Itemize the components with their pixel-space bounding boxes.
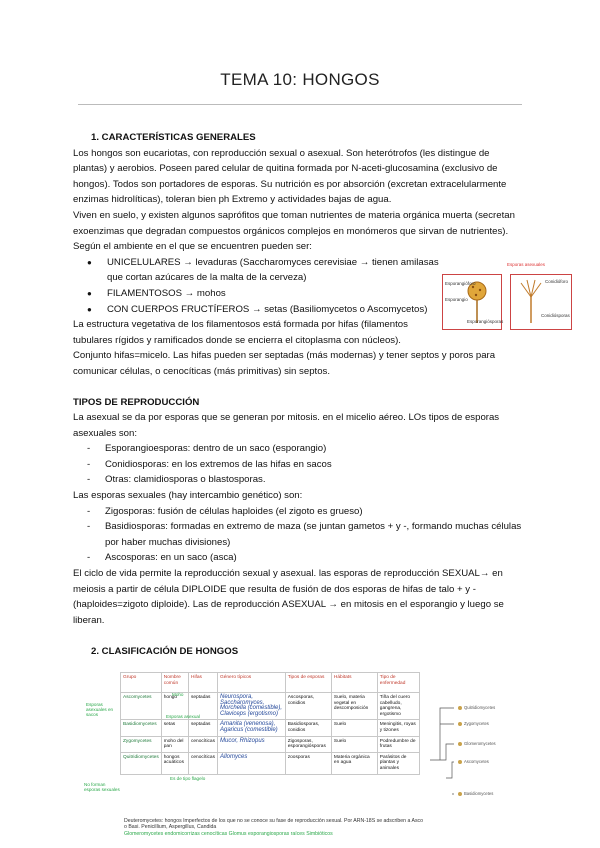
conidia-panel: Conidióforo Conidiósporas — [510, 274, 572, 330]
paragraph: Conjunto hifas=micelo. Las hifas pueden ser septadas (más modernas) y tener septos y poros para comunicar células, o cenocíticas (más primitivas) sin septos. — [73, 350, 496, 377]
section-characteristics — [73, 130, 523, 380]
table-cell: Podredumbre de frutas — [377, 736, 419, 752]
table-cell: Ascosporas, conidios — [285, 693, 331, 720]
table-cell: moho del pan — [161, 736, 188, 752]
table-cell: cenocíticas — [188, 736, 217, 752]
list-item: - Conidiosporas: en los extremos de las hifas en sacos — [87, 457, 523, 473]
document-body — [73, 130, 523, 628]
column-header: Grupo — [121, 673, 162, 693]
table-cell: Neurospora, Saccharomyces, Morchella (comestible), Claviceps (ergotismo) — [217, 693, 285, 720]
bullet-list — [87, 255, 457, 317]
paragraph: La asexual se da por esporas que se generan por mitosis. en el micelio aéreo. LOs tipos de esporas asexuales son: — [73, 412, 500, 439]
table-cell: Meningitis, royas y tizones — [377, 720, 419, 736]
column-header: Tipos de esporas — [285, 673, 331, 693]
note-text: Deuteromycetes: hongos Imperfectos de los que no se conoce su fase de reproducción sexual. Por ARN-18S se adscriben a Asco o Basi. Penicillium, Aspergillus, Candida — [124, 818, 424, 831]
table-cell: Basidiomycetes — [121, 720, 162, 736]
table-cell: setas — [161, 720, 188, 736]
table-row — [121, 752, 420, 774]
section-heading: TIPOS DE REPRODUCCIÓN — [73, 396, 200, 408]
table-cell: Basidiosporas, conidios — [285, 720, 331, 736]
list-item: ● UNICELULARES → levaduras (Saccharomyces cerevisiae → tienen amilasas que cortan azúcares de la malta de la cerveza) — [87, 255, 457, 286]
paragraph: Las esporas sexuales (hay intercambio genético) son: — [73, 490, 303, 502]
list-item: ● CON CUERPOS FRUCTÍFEROS → setas (Basiliomycetos o Ascomycetos) — [87, 302, 457, 318]
list-item: ● FILAMENTOSOS → mohos — [87, 286, 457, 302]
note: No forman esporas sexuales — [84, 782, 120, 792]
table-cell: Tiña del cuero cabelludo, gangrena, ergotismo — [377, 693, 419, 720]
list-item: - Otras: clamidiosporas o blastosporas. — [87, 472, 523, 488]
table-cell: Suelo, materia vegetal en descomposición — [331, 693, 377, 720]
paragraph: Viven en suelo, y existen algunos saprófitos que toman nutrientes de materia orgánica muerta (secretan exoenzimas que degradan compuestos orgánicos complejos en monómeros que sirvan de nutrientes). Según el ambiente en el que se encuentren pueden ser: — [73, 209, 515, 253]
table-header-row — [121, 673, 420, 693]
note: Es de tipo flagelo — [170, 776, 206, 781]
deuteromycetes-note — [124, 818, 424, 837]
note: Moho — [172, 692, 184, 697]
table-cell: Zygomycetes — [121, 736, 162, 752]
column-header: Hifas — [188, 673, 217, 693]
column-header: Nombre común — [161, 673, 188, 693]
list-item: - Ascosporas: en un saco (asca) — [87, 550, 523, 566]
paragraph: El ciclo de vida permite la reproducción sexual y asexual. las esporas de reproducción SEXUAL→ en meiosis a partir de célula DIPLOIDE que resulta de fusión de dos esporas de hifas de talo + y - (haploides=zigoto diploide). Las de reproducción ASEXUAL → en mitosis en el esporangio y luego se liberan. — [73, 568, 504, 626]
column-header: Hábitats — [331, 673, 377, 693]
title-divider — [78, 104, 522, 105]
table-cell: Materia orgánica en agua — [331, 752, 377, 774]
table-cell: Quitridiomycetes — [121, 752, 162, 774]
column-header: Tipo de enfermedad — [377, 673, 419, 693]
table-cell: Allomyces — [217, 752, 285, 774]
table-cell: Zigosporas, esporangiósporas — [285, 736, 331, 752]
table-cell: Ascomycetes — [121, 693, 162, 720]
note: Esporas asexual — [166, 714, 200, 719]
table-row — [121, 720, 420, 736]
table-cell: hongo — [161, 693, 188, 720]
table-cell: septadas — [188, 720, 217, 736]
table-cell: Parásitos de plantas y animales — [377, 752, 419, 774]
table-row — [121, 736, 420, 752]
table-cell: cenocíticas — [188, 752, 217, 774]
table-cell: hongos acuáticos — [161, 752, 188, 774]
note: Esporas asexuales en sacos — [86, 702, 114, 717]
table-cell: septadas — [188, 693, 217, 720]
table-cell: Amanita (venenosa), Agaricus (comestible) — [217, 720, 285, 736]
table-cell: zoosporas — [285, 752, 331, 774]
section-heading: 2. CLASIFICACIÓN DE HONGOS — [91, 646, 239, 657]
list-item: - Basidiosporas: formadas en extremo de maza (se juntan gametos + y -, formando muchas células por haber muchas divisiones) — [87, 519, 523, 550]
classification-table — [120, 672, 420, 775]
paragraph: La estructura vegetativa de los filamentosos está formada por hifas (filamentos tubulares rígidos y ramificados donde se encierra el citoplasma con núcleos). — [73, 319, 408, 346]
phylogeny-tree: Quitridiomycetes Zygomycetes Glomeromycetes Ascomycetes Basidiomycetes — [424, 700, 514, 810]
note-text: Glomeromycetes endomicorrizas cenocíticas Glomus esporangiosporas raíces Simbióticos — [124, 830, 333, 837]
list-item: - Esporangioesporas: dentro de un saco (esporangio) — [87, 441, 523, 457]
sporangium-panel: Esporangióforo Esporangio Esporangiósporas — [442, 274, 502, 330]
paragraph: Los hongos son eucariotas, con reproducción sexual o asexual. Son heterótrofos (les distingue de plantas) y aerobios. Poseen pared celular de quitina formada por N-aceti-glucosamina (exclusivo de hongos). Todos son portadores de esporas. Su nutrición es por absorción (excretan extracelularmente enzimas hidrolíticas), toleran bien ph Extremo y actividades bajas de agua. — [73, 147, 507, 206]
spore-figure — [442, 262, 572, 330]
table-cell: Suelo — [331, 736, 377, 752]
section-heading: 1. CARACTERÍSTICAS GENERALES — [91, 132, 256, 143]
page-title: TEMA 10: HONGOS — [220, 70, 380, 89]
dash-list — [87, 504, 523, 566]
table-cell: Suelo — [331, 720, 377, 736]
dash-list — [87, 441, 523, 488]
column-header: Género típicos — [217, 673, 285, 693]
list-item: - Zigosporas: fusión de células haploides (el zigoto es grueso) — [87, 504, 523, 520]
section-reproduction — [73, 395, 523, 629]
figure-title: Esporas asexuales — [507, 262, 546, 267]
table-cell: Mucor, Rhizopus — [217, 736, 285, 752]
